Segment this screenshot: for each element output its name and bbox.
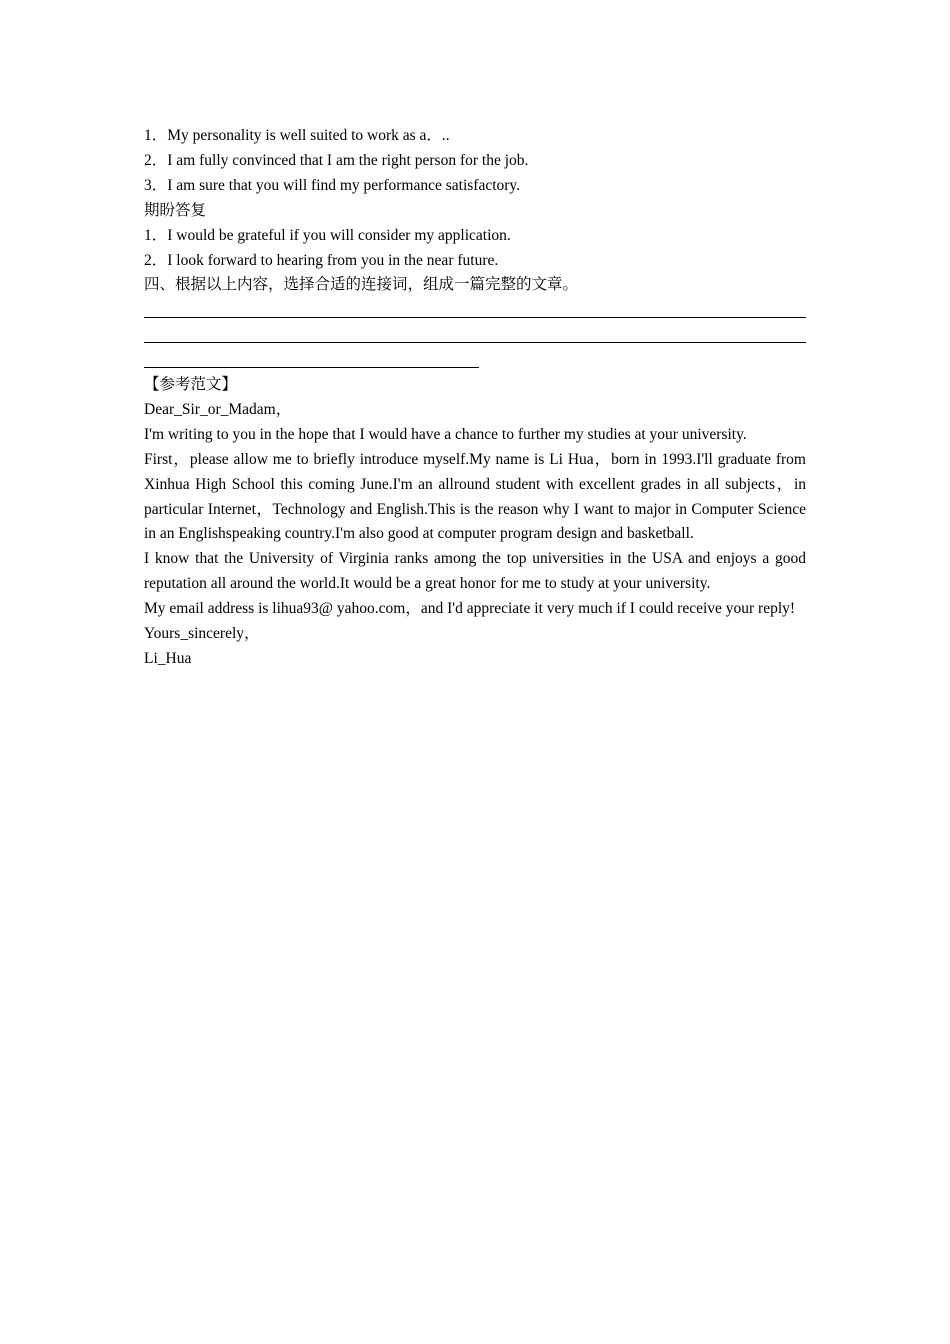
letter-paragraph: I know that the University of Virginia ranks among the top universities in the USA and enjoys a good reputation all around the world.It would be a great honor for me to study at your university. (144, 550, 806, 593)
letter-closing: Yours_sincerely， (144, 625, 260, 643)
phrase-item: 3．I am sure that you will find my performance satisfactory. (144, 176, 521, 194)
reference-heading: 【参考范文】 (144, 376, 238, 394)
answer-blank-line (144, 348, 806, 373)
letter-paragraph: First，please allow me to briefly introduce myself.My name is Li Hua，born in 1993.I'll graduate from Xinhua High School this coming June.I'm an allround student with excellent grades in all subjects，in particular Internet，Technology and English.This is the reason why I want to major in Computer Science in an Englishspeaking country.I'm also good at computer program design and basketball. (144, 450, 806, 543)
section-heading: 期盼答复 (144, 201, 207, 219)
task-instruction: 四、根据以上内容，选择合适的连接词，组成一篇完整的文章。 (144, 276, 579, 294)
phrase-item: 2．I am fully convinced that I am the right person for the job. (144, 151, 529, 169)
letter-salutation: Dear_Sir_or_Madam， (144, 400, 292, 418)
answer-blank-line (144, 323, 806, 348)
letter-signature: Li_Hua (144, 649, 192, 667)
document-page (144, 124, 806, 672)
answer-blank-line (144, 298, 806, 323)
phrase-item: 2．I look forward to hearing from you in the near future. (144, 251, 499, 269)
phrase-item: 1．My personality is well suited to work as a．.. (144, 127, 450, 144)
letter-paragraph: My email address is lihua93@ yahoo.com，and I'd appreciate it very much if I could receive your reply! (144, 600, 796, 618)
phrase-item: 1．I would be grateful if you will consider my application. (144, 226, 511, 244)
letter-paragraph: I'm writing to you in the hope that I would have a chance to further my studies at your university. (144, 425, 747, 443)
